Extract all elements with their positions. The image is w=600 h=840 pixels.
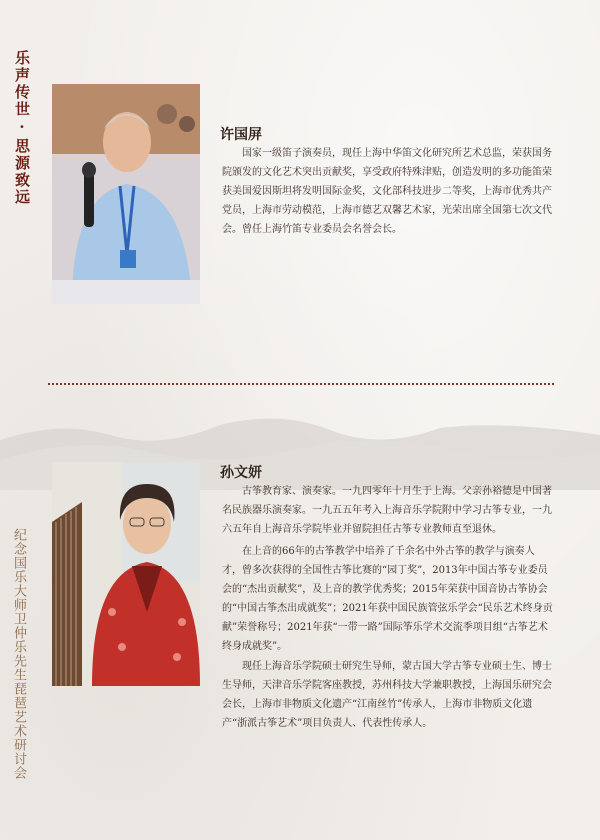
person2-name: 孙文妍: [220, 465, 262, 481]
person2-paragraph-2: 在上音的66年的古筝教学中培养了千余名中外古筝的教学与演奏人才，曾多次获得的全国性古筝比赛的“园丁奖”，2013年中国古筝专业委员会的“杰出贡献奖”，及上音的教学优秀奖；2015年荣获中国音协古筝协会的“中国古筝杰出成就奖”；2021年获中国民族管弦乐学会“民乐艺术终身贡献”荣誉称号；2021年获“一带一路”国际筝乐学术交流季项目组“古筝艺术终身成就奖”。: [222, 546, 553, 652]
person1-name: 许国屏: [220, 127, 262, 143]
person2-photo: [52, 462, 200, 686]
event-title-vertical: 纪念国乐大师卫仲乐先生琵琶艺术研讨会: [11, 528, 26, 780]
motto-vertical-text: 乐声传世·思源致远: [13, 50, 31, 206]
section-divider: [48, 383, 554, 385]
person1-bio: 国家一级笛子演奏员，现任上海中华笛文化研究所艺术总监，荣获国务院颁发的文化艺术突出贡献奖，享受政府特殊津贴，创造发明的多功能笛荣获美国爱因斯坦将发明国际金奖，文化部科技进步二等奖，上海市优秀共产党员，上海市劳动模范，上海市德艺双馨艺术家，光荣出席全国第七次文代会。曾任上海竹笛专业委员会名誉会长。: [222, 148, 552, 235]
person2-paragraph-1: 古筝教育家、演奏家。一九四零年十月生于上海。父亲孙裕德是中国著名民族器乐演奏家。一九五五年考入上海音乐学院附中学习古筝专业，一九六五年自上海音乐学院毕业并留院担任古筝专业教师直至退休。: [222, 486, 552, 535]
person1-photo: [52, 84, 200, 304]
person2-paragraph-3: 现任上海音乐学院硕士研究生导师，蒙古国大学古筝专业硕士生、博士生导师，天津音乐学院客座教授，苏州科技大学兼职教授，上海国乐研究会会长，上海市非物质文化遗产“江南丝竹”传承人，上海市非物质文化遗产“浙派古筝艺术”项目负责人、代表性传承人。: [222, 661, 552, 729]
